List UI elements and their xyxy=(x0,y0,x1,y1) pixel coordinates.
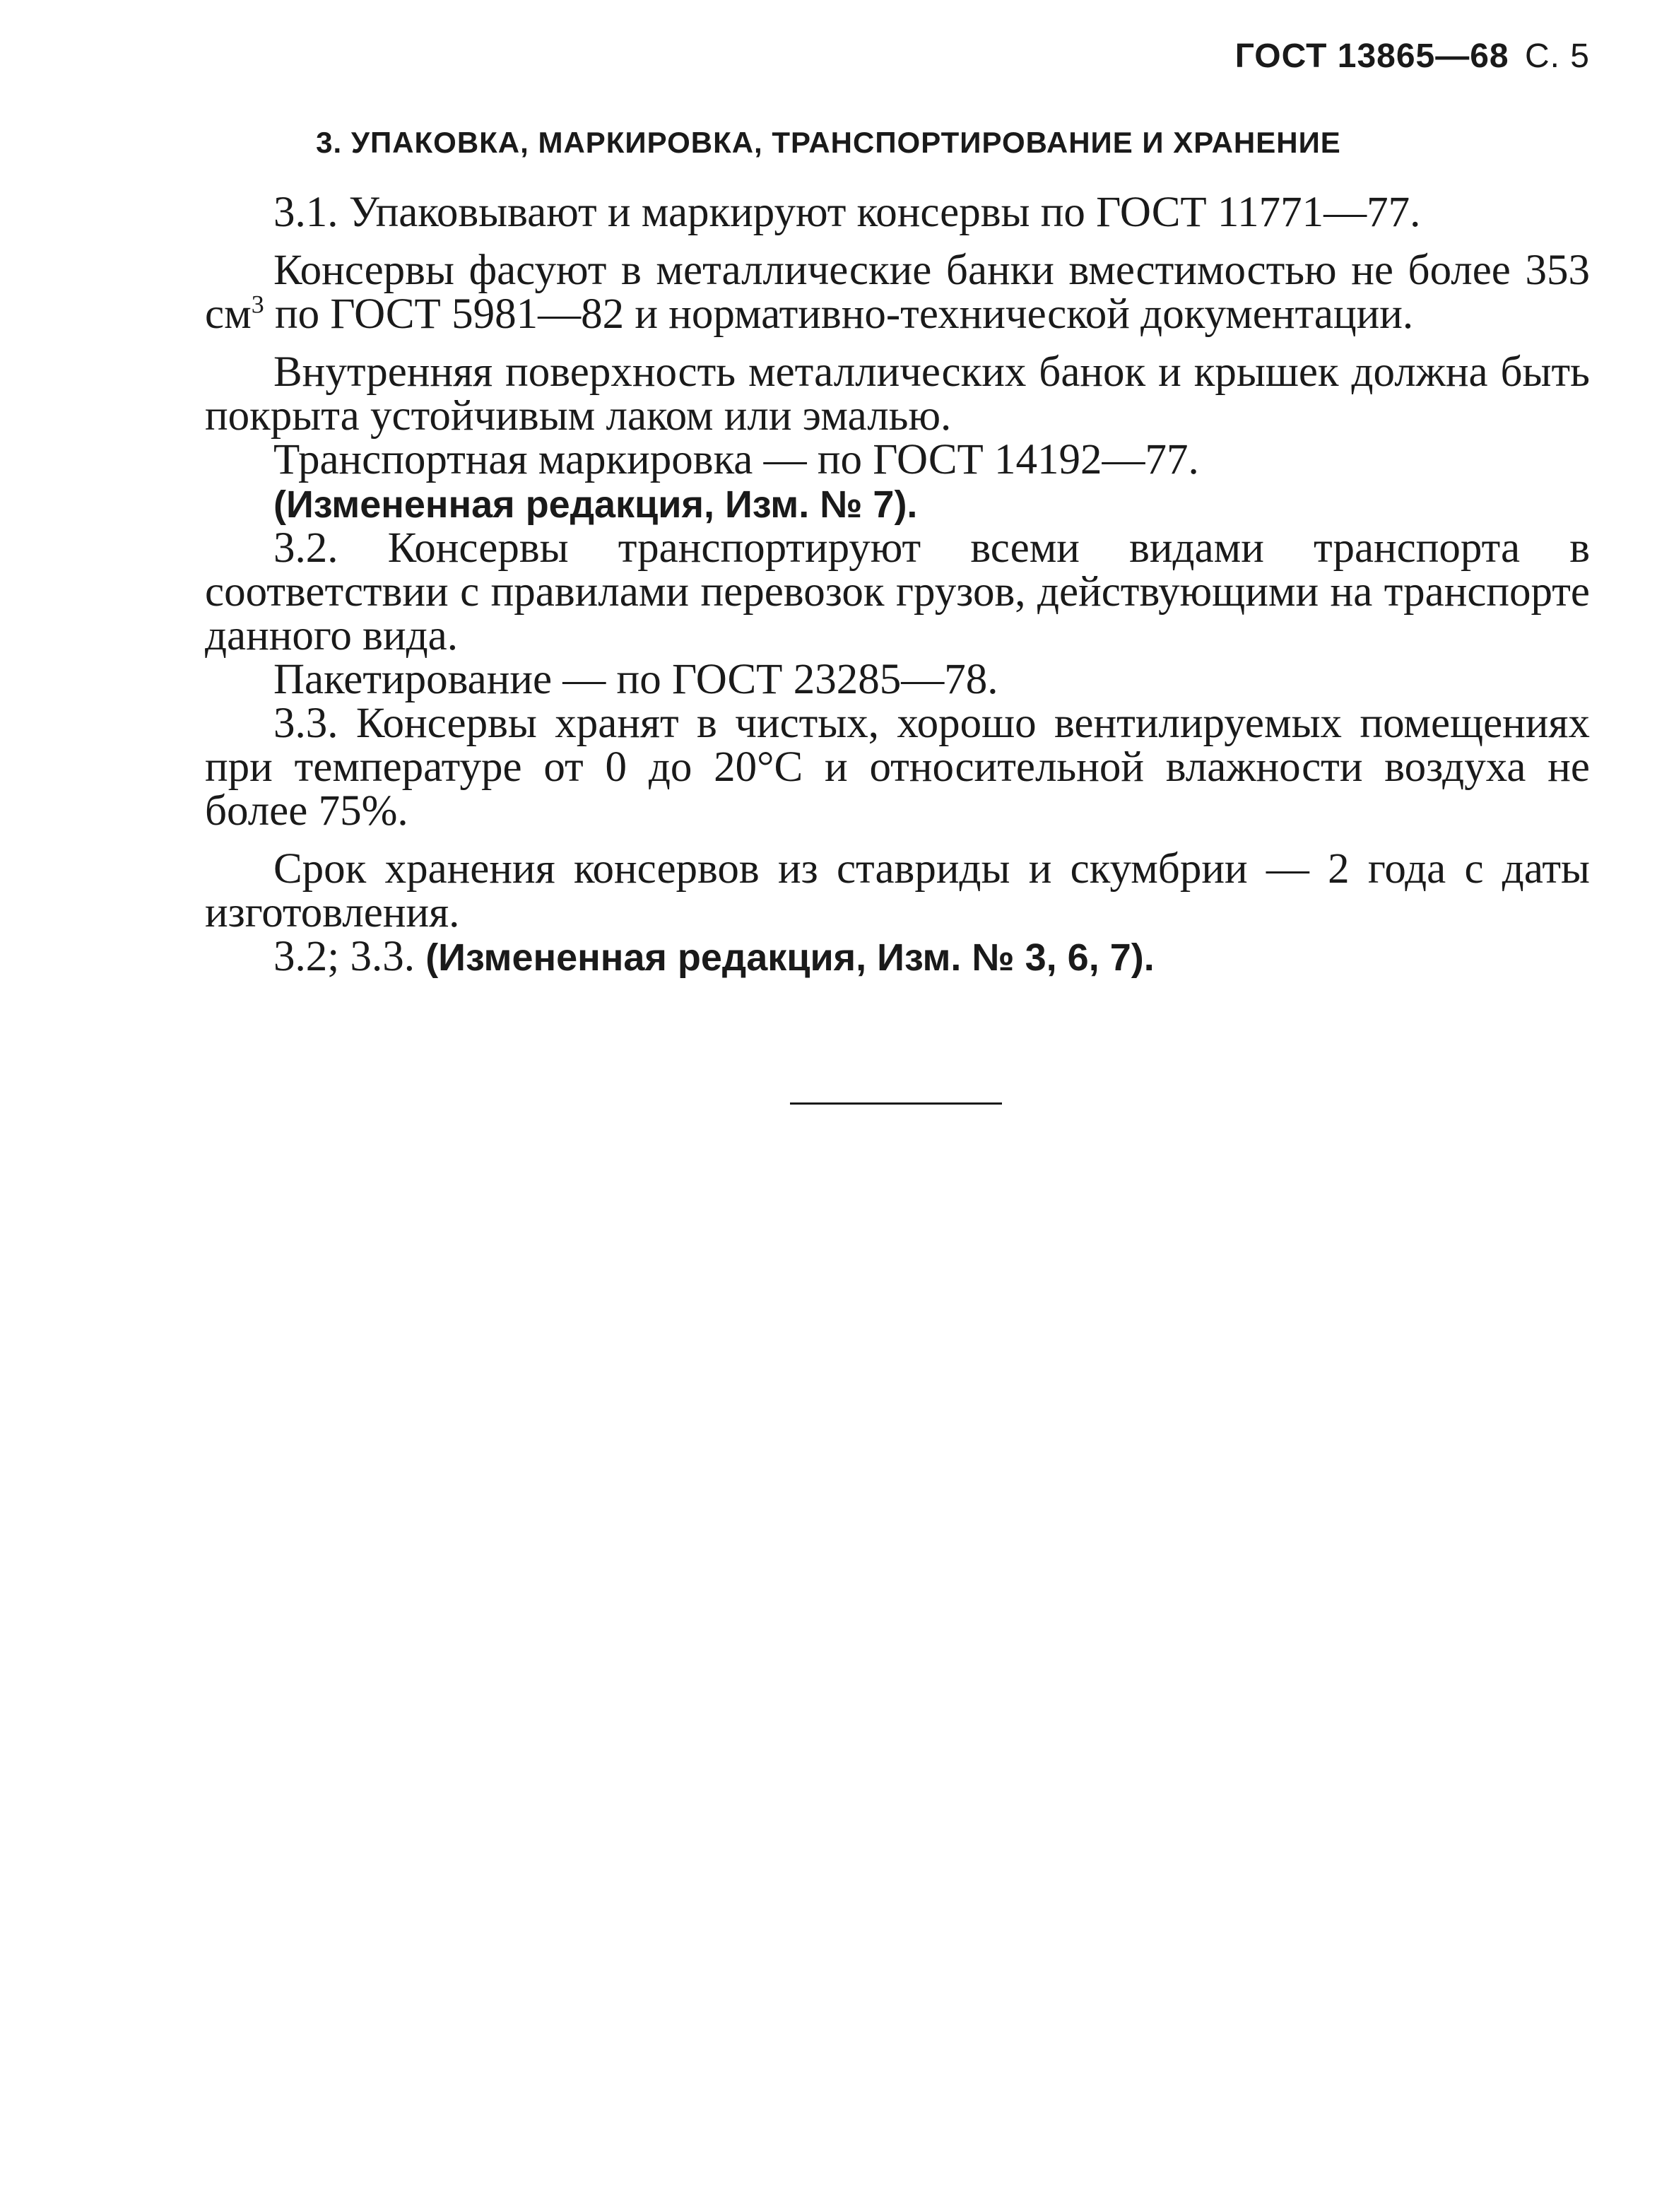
paragraph-transport-marking: Транспортная маркировка — по ГОСТ 14192—77. xyxy=(273,436,1199,483)
paragraph-3-3: 3.3. Консервы хранят в чистых, хорошо вентилируемых помещениях при температуре от 0 до 20°С и относительной влажности воздуха не более 75%. xyxy=(205,700,1590,835)
amendment-note-7-text: (Измененная редакция, Изм. № 7). xyxy=(273,483,918,526)
section-title: 3. УПАКОВКА, МАРКИРОВКА, ТРАНСПОРТИРОВАНИЕ И ХРАНЕНИЕ xyxy=(316,126,1341,159)
superscript-3: 3 xyxy=(251,290,264,319)
document-number: ГОСТ 13865—68 xyxy=(1234,37,1509,75)
document-body xyxy=(205,191,1590,979)
paragraph-3-1: 3.1. Упаковывают и маркируют консервы по ГОСТ 11771—77. xyxy=(273,189,1421,236)
paragraph-packaging-cans xyxy=(205,249,1590,336)
amendment-note-7 xyxy=(205,482,1590,526)
amendment-note-3-6-7-text: (Измененная редакция, Изм. № 3, 6, 7). xyxy=(425,936,1155,979)
paragraph-inner-coating: Внутренняя поверхность металлических банок и крышек должна быть покрыта устойчивым лаком или эмалью. xyxy=(205,348,1590,440)
page-number: С. 5 xyxy=(1524,37,1590,75)
page-header xyxy=(1235,37,1590,76)
amendment-note-3-6-7 xyxy=(205,935,1590,979)
packaging-cans-text: Консервы фасуют в металлические банки вместимостью не более 353 см xyxy=(205,247,1590,338)
amendment-refs: 3.2; 3.3. xyxy=(273,933,426,980)
packaging-cans-text-cont: по ГОСТ 5981—82 и нормативно-технической документации. xyxy=(264,290,1414,338)
paragraph-packeting: Пакетирование — по ГОСТ 23285—78. xyxy=(273,656,998,703)
paragraph-3-2: 3.2. Консервы транспортируют всеми видами транспорта в соответствии с правилами перевозок грузов, действующими на транспорте данного вида. xyxy=(205,524,1590,659)
paragraph-shelf-life: Срок хранения консервов из ставриды и скумбрии — 2 года с даты изготовления. xyxy=(205,845,1590,936)
end-of-text-rule xyxy=(790,1102,1002,1105)
